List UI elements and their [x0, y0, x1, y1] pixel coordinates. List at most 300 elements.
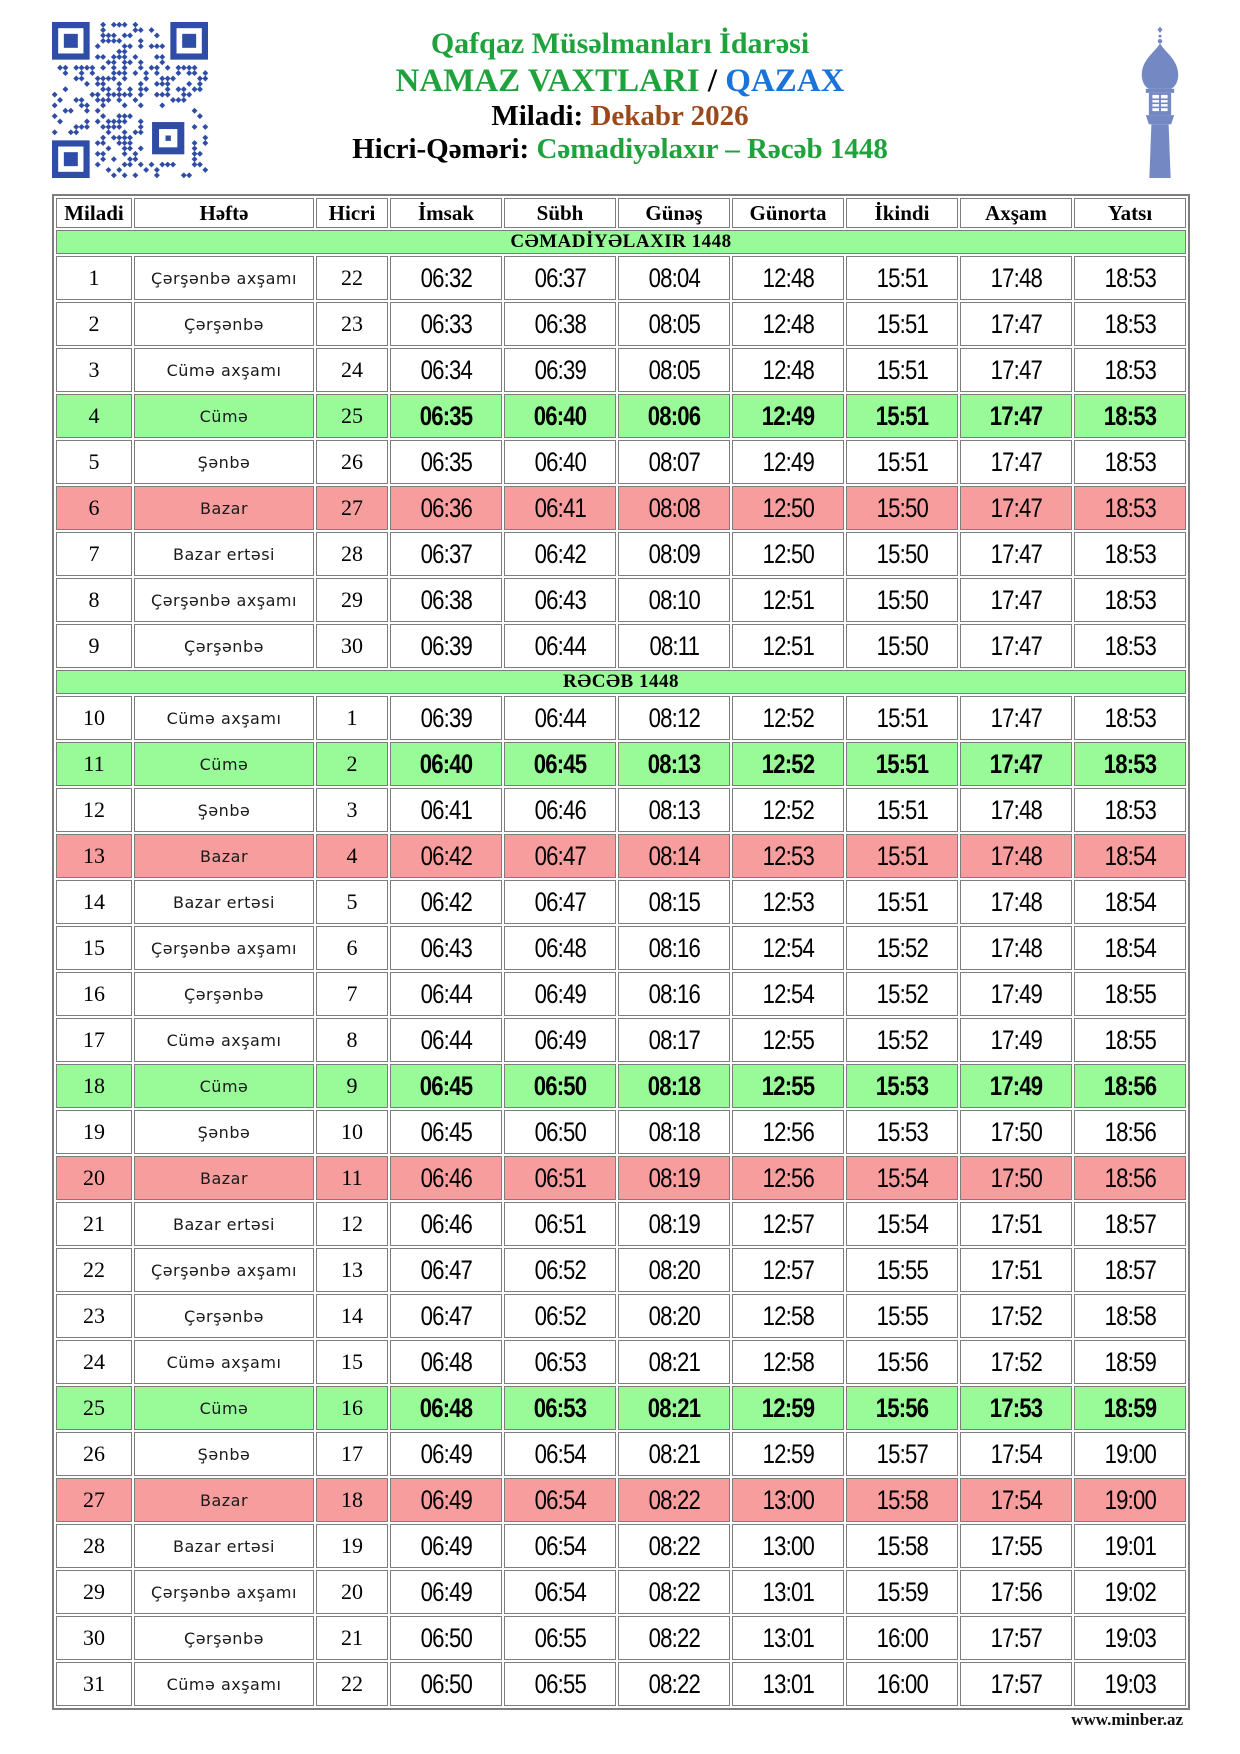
time-cell	[504, 926, 616, 970]
time-value: 18:57	[1104, 1254, 1156, 1285]
time-value: 17:47	[990, 354, 1042, 385]
time-cell	[1074, 926, 1186, 970]
prayer-times-table	[52, 194, 1190, 1710]
miladi-cell: 29	[56, 1570, 132, 1614]
time-cell	[846, 972, 958, 1016]
hicri-cell: 16	[316, 1386, 388, 1430]
time-value: 06:48	[534, 932, 586, 963]
time-cell	[1074, 1018, 1186, 1062]
time-cell	[1074, 1110, 1186, 1154]
time-value: 12:51	[762, 630, 814, 661]
time-cell	[390, 1432, 502, 1476]
organization-title: Qafqaz Müsəlmanları İdarəsi	[430, 27, 810, 60]
time-value: 06:50	[534, 1116, 586, 1147]
weekday-cell: Şənbə	[134, 1110, 314, 1154]
time-cell	[1074, 696, 1186, 740]
table-row	[56, 1018, 1186, 1062]
time-cell	[390, 624, 502, 668]
time-cell	[846, 1156, 958, 1200]
time-value: 06:50	[420, 1622, 472, 1653]
time-value: 17:49	[990, 1024, 1042, 1055]
time-cell	[504, 532, 616, 576]
table-row	[56, 1432, 1186, 1476]
time-value: 06:35	[420, 446, 472, 477]
time-cell	[504, 834, 616, 878]
time-value: 06:42	[420, 886, 472, 917]
time-value: 17:48	[990, 262, 1042, 293]
time-value: 18:57	[1104, 1208, 1156, 1239]
time-cell	[732, 788, 844, 832]
time-cell	[960, 834, 1072, 878]
time-cell	[390, 394, 502, 438]
gregorian-date-line	[150, 100, 1090, 133]
time-value: 06:44	[420, 1024, 472, 1055]
table-row	[56, 578, 1186, 622]
time-cell	[390, 256, 502, 300]
hicri-cell: 2	[316, 742, 388, 786]
time-cell	[960, 1156, 1072, 1200]
time-cell	[732, 1570, 844, 1614]
time-value: 15:52	[876, 978, 928, 1009]
time-value: 06:42	[534, 538, 586, 569]
time-cell	[846, 696, 958, 740]
miladi-cell: 12	[56, 788, 132, 832]
time-cell	[732, 1110, 844, 1154]
time-cell	[504, 1110, 616, 1154]
column-header-1: Həftə	[134, 198, 314, 228]
time-cell	[504, 624, 616, 668]
hicri-cell: 8	[316, 1018, 388, 1062]
weekday-cell: Cümə axşamı	[134, 1662, 314, 1706]
miladi-cell: 28	[56, 1524, 132, 1568]
time-cell	[504, 1432, 616, 1476]
time-cell	[618, 1478, 730, 1522]
time-value: 12:49	[761, 400, 815, 431]
time-value: 17:48	[990, 794, 1042, 825]
time-value: 13:01	[762, 1668, 814, 1699]
miladi-cell: 14	[56, 880, 132, 924]
time-value: 08:20	[648, 1300, 700, 1331]
time-value: 15:50	[876, 492, 928, 523]
time-cell	[1074, 624, 1186, 668]
time-cell	[960, 1524, 1072, 1568]
time-cell	[846, 1340, 958, 1384]
table-row	[56, 834, 1186, 878]
time-value: 17:47	[990, 492, 1042, 523]
weekday-cell: Cümə axşamı	[134, 1018, 314, 1062]
time-value: 18:55	[1104, 1024, 1156, 1055]
time-cell	[846, 1248, 958, 1292]
time-cell	[960, 1294, 1072, 1338]
table-row	[56, 256, 1186, 300]
table-row	[56, 696, 1186, 740]
section-title: CƏMADİYƏLAXIR 1448	[56, 230, 1186, 254]
time-value: 17:47	[989, 400, 1043, 431]
time-value: 12:55	[761, 1070, 815, 1101]
time-cell	[960, 1110, 1072, 1154]
time-value: 06:44	[534, 630, 586, 661]
weekday-cell: Şənbə	[134, 788, 314, 832]
time-value: 15:52	[876, 1024, 928, 1055]
miladi-cell: 19	[56, 1110, 132, 1154]
hicri-cell: 5	[316, 880, 388, 924]
time-cell	[390, 302, 502, 346]
hicri-cell: 11	[316, 1156, 388, 1200]
time-value: 06:35	[419, 400, 473, 431]
hicri-cell: 15	[316, 1340, 388, 1384]
time-value: 12:51	[762, 584, 814, 615]
miladi-cell: 10	[56, 696, 132, 740]
time-cell	[618, 972, 730, 1016]
miladi-cell: 26	[56, 1432, 132, 1476]
time-cell	[618, 440, 730, 484]
time-value: 18:53	[1104, 354, 1156, 385]
time-value: 17:47	[990, 308, 1042, 339]
miladi-cell: 15	[56, 926, 132, 970]
miladi-cell: 25	[56, 1386, 132, 1430]
time-value: 19:02	[1104, 1576, 1156, 1607]
time-value: 06:53	[534, 1346, 586, 1377]
hicri-cell: 19	[316, 1524, 388, 1568]
time-value: 15:55	[876, 1254, 928, 1285]
time-value: 12:54	[762, 978, 814, 1009]
time-value: 17:52	[990, 1300, 1042, 1331]
time-value: 18:55	[1104, 978, 1156, 1009]
time-cell	[504, 880, 616, 924]
time-value: 17:47	[990, 584, 1042, 615]
time-cell	[846, 394, 958, 438]
time-cell	[960, 1018, 1072, 1062]
table-row	[56, 1156, 1186, 1200]
time-value: 18:53	[1104, 584, 1156, 615]
time-cell	[390, 1386, 502, 1430]
time-value: 08:22	[648, 1668, 700, 1699]
time-cell	[846, 1478, 958, 1522]
time-cell	[846, 1616, 958, 1660]
time-value: 08:11	[649, 630, 699, 661]
weekday-cell: Cümə axşamı	[134, 348, 314, 392]
time-value: 15:51	[876, 262, 928, 293]
time-cell	[618, 1386, 730, 1430]
time-value: 06:42	[420, 840, 472, 871]
time-cell	[732, 1202, 844, 1246]
time-value: 18:53	[1104, 446, 1156, 477]
miladi-label: Miladi:	[491, 100, 584, 132]
time-cell	[618, 578, 730, 622]
time-cell	[504, 1616, 616, 1660]
time-value: 08:21	[647, 1392, 701, 1423]
time-value: 18:53	[1104, 262, 1156, 293]
hicri-cell: 22	[316, 256, 388, 300]
time-cell	[504, 348, 616, 392]
time-cell	[960, 1248, 1072, 1292]
time-cell	[504, 1478, 616, 1522]
time-cell	[732, 624, 844, 668]
time-value: 15:56	[876, 1346, 928, 1377]
time-cell	[1074, 1616, 1186, 1660]
hicri-cell: 18	[316, 1478, 388, 1522]
time-value: 13:01	[762, 1576, 814, 1607]
time-cell	[846, 742, 958, 786]
time-value: 17:51	[990, 1208, 1042, 1239]
minaret-icon	[1134, 26, 1186, 178]
page-title-line	[150, 62, 1090, 100]
column-header-0: Miladi	[56, 198, 132, 228]
table-header-row	[56, 198, 1186, 228]
time-cell	[846, 926, 958, 970]
miladi-cell: 6	[56, 486, 132, 530]
time-cell	[732, 1340, 844, 1384]
time-cell	[732, 1432, 844, 1476]
time-value: 18:58	[1104, 1300, 1156, 1331]
time-cell	[846, 1386, 958, 1430]
time-cell	[846, 1202, 958, 1246]
time-cell	[504, 1294, 616, 1338]
time-value: 15:51	[876, 354, 928, 385]
time-cell	[960, 624, 1072, 668]
time-cell	[504, 1662, 616, 1706]
table-row	[56, 1662, 1186, 1706]
weekday-cell: Cümə	[134, 1386, 314, 1430]
time-cell	[960, 1570, 1072, 1614]
time-value: 15:59	[876, 1576, 928, 1607]
time-cell	[504, 1156, 616, 1200]
table-row	[56, 788, 1186, 832]
time-cell	[960, 440, 1072, 484]
time-value: 15:51	[875, 400, 929, 431]
miladi-cell: 4	[56, 394, 132, 438]
miladi-cell: 21	[56, 1202, 132, 1246]
column-header-6: Günorta	[732, 198, 844, 228]
time-cell	[960, 394, 1072, 438]
time-value: 18:59	[1104, 1346, 1156, 1377]
weekday-cell: Şənbə	[134, 1432, 314, 1476]
time-value: 06:46	[420, 1162, 472, 1193]
time-value: 15:50	[876, 538, 928, 569]
time-cell	[1074, 440, 1186, 484]
time-cell	[504, 696, 616, 740]
weekday-cell: Çərşənbə	[134, 624, 314, 668]
time-cell	[846, 624, 958, 668]
time-cell	[846, 1294, 958, 1338]
time-value: 06:48	[420, 1346, 472, 1377]
time-value: 06:32	[420, 262, 472, 293]
miladi-cell: 18	[56, 1064, 132, 1108]
time-cell	[618, 1294, 730, 1338]
time-value: 08:19	[648, 1162, 700, 1193]
time-cell	[732, 742, 844, 786]
time-cell	[846, 1018, 958, 1062]
weekday-cell: Bazar ertəsi	[134, 1202, 314, 1246]
time-value: 12:57	[762, 1254, 814, 1285]
time-cell	[960, 972, 1072, 1016]
time-value: 06:49	[420, 1530, 472, 1561]
time-cell	[846, 256, 958, 300]
time-value: 13:00	[762, 1484, 814, 1515]
time-value: 12:58	[762, 1300, 814, 1331]
time-cell	[960, 532, 1072, 576]
time-value: 08:22	[648, 1622, 700, 1653]
weekday-cell: Şənbə	[134, 440, 314, 484]
time-value: 17:50	[990, 1162, 1042, 1193]
time-value: 06:44	[534, 702, 586, 733]
time-value: 15:50	[876, 630, 928, 661]
time-value: 06:39	[420, 630, 472, 661]
page-header	[150, 26, 1090, 166]
miladi-cell: 30	[56, 1616, 132, 1660]
time-cell	[846, 1662, 958, 1706]
column-header-5: Günəş	[618, 198, 730, 228]
time-value: 08:22	[648, 1530, 700, 1561]
time-cell	[504, 1248, 616, 1292]
time-value: 17:47	[990, 702, 1042, 733]
column-header-7: İkindi	[846, 198, 958, 228]
time-value: 15:58	[876, 1484, 928, 1515]
time-cell	[1074, 1156, 1186, 1200]
time-value: 06:46	[420, 1208, 472, 1239]
time-value: 08:18	[647, 1070, 701, 1101]
table-row	[56, 742, 1186, 786]
time-cell	[732, 1018, 844, 1062]
time-value: 08:13	[648, 794, 700, 825]
time-cell	[618, 1662, 730, 1706]
time-cell	[504, 1340, 616, 1384]
time-value: 18:54	[1104, 840, 1156, 871]
time-value: 06:36	[420, 492, 472, 523]
miladi-cell: 22	[56, 1248, 132, 1292]
time-cell	[504, 302, 616, 346]
time-value: 12:53	[762, 886, 814, 917]
time-cell	[1074, 788, 1186, 832]
table-row	[56, 440, 1186, 484]
time-value: 17:54	[990, 1438, 1042, 1469]
hicri-cell: 25	[316, 394, 388, 438]
time-cell	[390, 696, 502, 740]
time-cell	[390, 348, 502, 392]
time-value: 12:56	[762, 1116, 814, 1147]
time-value: 17:47	[990, 446, 1042, 477]
hicri-cell: 20	[316, 1570, 388, 1614]
time-cell	[618, 1524, 730, 1568]
time-cell	[732, 1478, 844, 1522]
time-value: 08:06	[647, 400, 701, 431]
time-value: 12:52	[761, 748, 815, 779]
time-value: 12:49	[762, 446, 814, 477]
time-cell	[732, 1064, 844, 1108]
time-cell	[846, 1064, 958, 1108]
time-value: 15:51	[876, 702, 928, 733]
time-value: 06:37	[420, 538, 472, 569]
time-value: 06:41	[420, 794, 472, 825]
time-value: 17:47	[989, 748, 1043, 779]
time-cell	[1074, 1202, 1186, 1246]
table-row	[56, 302, 1186, 346]
time-value: 18:54	[1104, 932, 1156, 963]
miladi-cell: 8	[56, 578, 132, 622]
time-value: 13:01	[762, 1622, 814, 1653]
weekday-cell: Bazar ertəsi	[134, 880, 314, 924]
time-value: 15:51	[876, 308, 928, 339]
time-value: 18:53	[1104, 492, 1156, 523]
city-name: QAZAX	[725, 63, 845, 99]
time-value: 06:52	[534, 1300, 586, 1331]
time-value: 18:56	[1104, 1162, 1156, 1193]
weekday-cell: Çərşənbə axşamı	[134, 578, 314, 622]
hicri-cell: 1	[316, 696, 388, 740]
weekday-cell: Bazar	[134, 486, 314, 530]
time-value: 12:53	[762, 840, 814, 871]
time-value: 15:51	[876, 794, 928, 825]
table-row	[56, 1248, 1186, 1292]
time-cell	[618, 1064, 730, 1108]
time-cell	[1074, 972, 1186, 1016]
time-cell	[504, 394, 616, 438]
time-value: 19:00	[1104, 1484, 1156, 1515]
time-cell	[732, 302, 844, 346]
time-value: 06:52	[534, 1254, 586, 1285]
time-cell	[618, 1110, 730, 1154]
time-cell	[390, 532, 502, 576]
time-value: 12:57	[762, 1208, 814, 1239]
table-row	[56, 1202, 1186, 1246]
time-cell	[1074, 1340, 1186, 1384]
table-row	[56, 348, 1186, 392]
time-value: 17:55	[990, 1530, 1042, 1561]
hijri-date-line	[150, 133, 1090, 166]
time-cell	[960, 302, 1072, 346]
time-cell	[1074, 348, 1186, 392]
time-cell	[390, 578, 502, 622]
time-cell	[960, 1064, 1072, 1108]
time-cell	[732, 834, 844, 878]
title-separator: /	[707, 63, 718, 99]
time-cell	[504, 440, 616, 484]
time-value: 15:53	[876, 1116, 928, 1147]
time-cell	[732, 1386, 844, 1430]
time-value: 15:54	[876, 1208, 928, 1239]
weekday-cell: Çərşənbə axşamı	[134, 1248, 314, 1292]
time-cell	[618, 532, 730, 576]
time-value: 06:38	[420, 584, 472, 615]
time-cell	[618, 880, 730, 924]
hicri-cell: 28	[316, 532, 388, 576]
hicri-cell: 23	[316, 302, 388, 346]
time-cell	[504, 1018, 616, 1062]
time-cell	[618, 926, 730, 970]
time-cell	[1074, 1570, 1186, 1614]
time-cell	[960, 880, 1072, 924]
time-cell	[846, 1432, 958, 1476]
time-cell	[846, 1570, 958, 1614]
hicri-cell: 4	[316, 834, 388, 878]
time-cell	[390, 880, 502, 924]
time-value: 17:47	[990, 538, 1042, 569]
time-cell	[846, 1110, 958, 1154]
time-value: 06:54	[534, 1576, 586, 1607]
time-value: 06:41	[534, 492, 586, 523]
time-value: 08:22	[648, 1484, 700, 1515]
time-value: 06:37	[534, 262, 586, 293]
hicri-cell: 27	[316, 486, 388, 530]
time-cell	[390, 1294, 502, 1338]
miladi-cell: 17	[56, 1018, 132, 1062]
time-value: 18:53	[1104, 794, 1156, 825]
table-row	[56, 880, 1186, 924]
time-cell	[846, 788, 958, 832]
hicri-value: Cəmadiyəlaxır – Rəcəb 1448	[536, 133, 888, 165]
time-cell	[732, 1294, 844, 1338]
hicri-cell: 21	[316, 1616, 388, 1660]
